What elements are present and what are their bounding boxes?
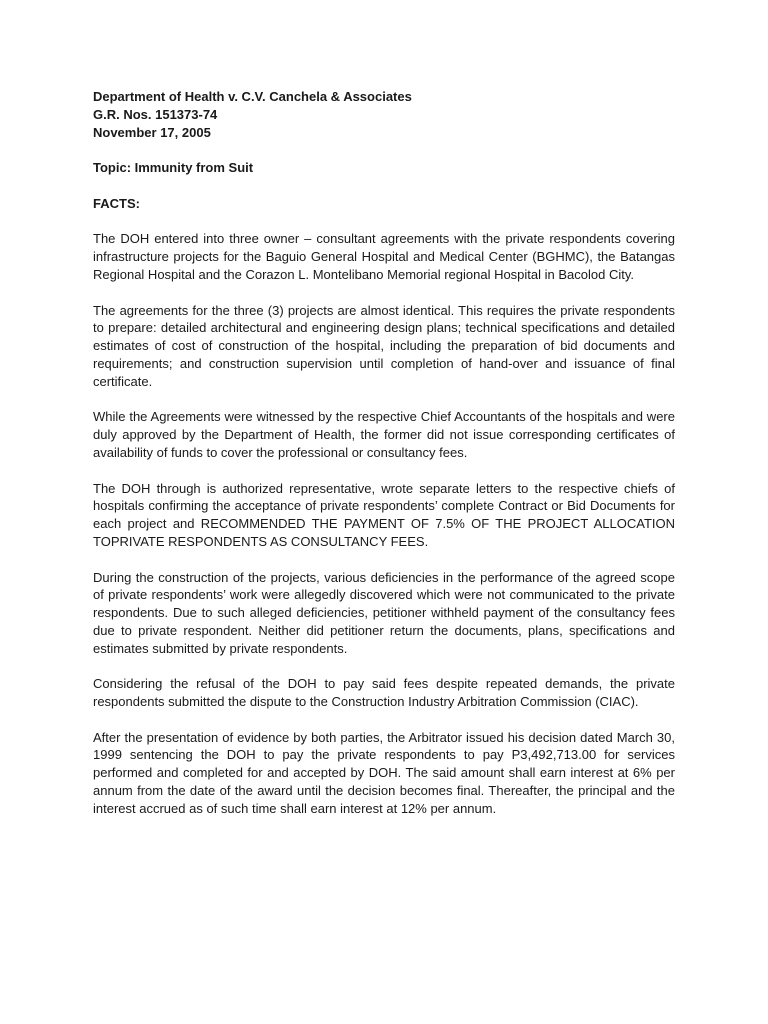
paragraph-identical-agreements: The agreements for the three (3) projects are almost identical. This requires the private respondents to prepare: detailed architectural and engineering design plans; technical specifications and detailed estimates of cost of construction of the hospital, including the preparation of bid documents and requirements; and construction supervision until completion of hand-over and issuance of final certificate. bbox=[93, 302, 675, 389]
paragraph-deficiencies: During the construction of the projects, various deficiencies in the performance of the agreed scope of private respondents’ work were allegedly discovered which were not communicated to the private respondents. Due to such alleged deficiencies, petitioner withheld payment of the consultancy fees due to private respondent. Neither did petitioner return the documents, plans, specifications and estimates submitted by private respondents. bbox=[93, 569, 675, 656]
facts-heading: FACTS: bbox=[93, 195, 140, 211]
paragraph-recommendation: The DOH through is authorized representative, wrote separate letters to the respective chiefs of hospitals confirming the acceptance of private respondents’ complete Contract or Bid Documents for each project and RECOMMENDED THE PAYMENT OF 7.5% OF THE PROJECT ALLOCATION TOPRIVATE RESPONDENTS AS CONSULTANCY FEES. bbox=[93, 480, 675, 549]
document-page bbox=[93, 88, 675, 818]
paragraph-ciac: Considering the refusal of the DOH to pay said fees despite repeated demands, the private respondents submitted the dispute to the Construction Industry Arbitration Commission (CIAC). bbox=[93, 676, 675, 710]
topic-line: Topic: Immunity from Suit bbox=[93, 160, 254, 176]
case-title: Department of Health v. C.V. Canchela & Associates bbox=[93, 89, 412, 104]
gr-number: G.R. Nos. 151373-74 bbox=[93, 106, 218, 122]
paragraph-agreements: The DOH entered into three owner – consultant agreements with the private respondents covering infrastructure projects for the Baguio General Hospital and Medical Center (BGHMC), the Batangas Regional Hospital and the Corazon L. Montelibano Memorial regional Hospital in Bacolod City. bbox=[93, 231, 675, 282]
paragraph-arbitrator-decision: After the presentation of evidence by both parties, the Arbitrator issued his decision dated March 30, 1999 sentencing the DOH to pay the private respondents to pay P3,492,713.00 for services performed and completed for and accepted by DOH. The said amount shall earn interest at 6% per annum from the date of the award until the decision becomes final. Thereafter, the principal and the interest accrued as of such time shall earn interest at 12% per annum. bbox=[93, 729, 675, 816]
decision-date: November 17, 2005 bbox=[93, 124, 211, 140]
paragraph-witnessed: While the Agreements were witnessed by the respective Chief Accountants of the hospitals and were duly approved by the Department of Health, the former did not issue corresponding certificates of availability of funds to cover the professional or consultancy fees. bbox=[93, 409, 675, 460]
